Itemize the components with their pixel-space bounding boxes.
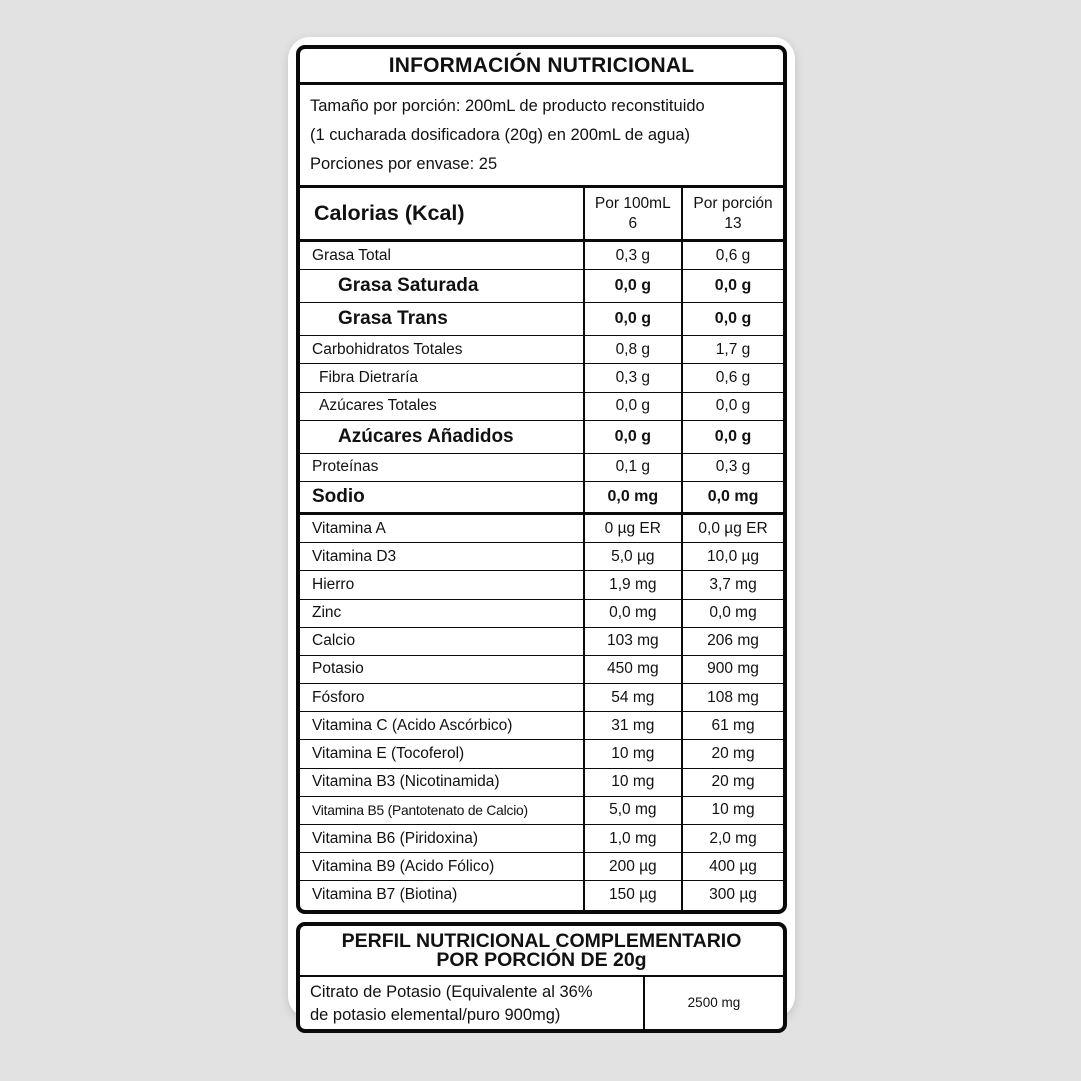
nutrient-per-portion: 10 mg <box>681 797 783 825</box>
nutrient-per-portion: 300 µg <box>681 881 783 909</box>
nutrient-name: Vitamina E (Tocoferol) <box>300 740 583 768</box>
nutrient-row <box>300 543 783 571</box>
supplementary-item-line2: de potasio elemental/puro 900mg) <box>310 1006 561 1025</box>
serving-size-line: Tamaño por porción: 200mL de producto reconstituido <box>310 97 705 115</box>
nutrient-row <box>300 712 783 740</box>
supplementary-item-name <box>300 977 643 1029</box>
nutrient-per-portion: 10,0 µg <box>681 543 783 571</box>
supplementary-title <box>300 926 783 977</box>
nutrient-per-100ml: 10 mg <box>583 769 682 797</box>
nutrient-per-100ml: 0 µg ER <box>583 515 682 543</box>
nutrient-per-100ml: 0,0 g <box>583 393 682 421</box>
nutrient-row <box>300 769 783 797</box>
nutrient-per-portion: 0,3 g <box>681 454 783 482</box>
nutrient-row <box>300 515 783 543</box>
nutrient-per-100ml: 0,3 g <box>583 242 682 270</box>
calories-per-100ml-value: 6 <box>628 214 638 232</box>
nutrient-row <box>300 336 783 364</box>
serving-info <box>300 85 783 188</box>
per-100ml-header-text: Por 100mL <box>594 194 671 212</box>
nutrient-name: Vitamina D3 <box>300 543 583 571</box>
supplementary-title-line1: PERFIL NUTRICIONAL COMPLEMENTARIO <box>341 929 742 952</box>
supplementary-item-line1: Citrato de Potasio (Equivalente al 36% <box>310 983 593 1002</box>
nutrient-per-100ml: 0,0 g <box>583 270 682 303</box>
nutrient-per-100ml: 5,0 µg <box>583 543 682 571</box>
nutrient-row <box>300 421 783 454</box>
nutrient-name: Sodio <box>300 482 583 515</box>
nutrient-per-portion: 206 mg <box>681 628 783 656</box>
per-100ml-column-header <box>583 188 682 239</box>
nutrient-name: Proteínas <box>300 454 583 482</box>
nutrient-per-100ml: 1,0 mg <box>583 825 682 853</box>
nutrient-per-100ml: 0,0 g <box>583 303 682 336</box>
nutrient-row <box>300 270 783 303</box>
nutrient-name: Vitamina B3 (Nicotinamida) <box>300 769 583 797</box>
nutrient-row <box>300 364 783 392</box>
nutrient-per-portion: 0,0 mg <box>681 600 783 628</box>
nutrient-row <box>300 740 783 768</box>
supplementary-title-line2: POR PORCIÓN DE 20g <box>436 948 647 971</box>
nutrient-per-100ml: 450 mg <box>583 656 682 684</box>
nutrient-row <box>300 684 783 712</box>
nutrient-row <box>300 825 783 853</box>
nutrient-row <box>300 454 783 482</box>
nutrient-per-100ml: 0,8 g <box>583 336 682 364</box>
nutrition-label-card <box>288 37 795 1025</box>
nutrient-per-100ml: 5,0 mg <box>583 797 682 825</box>
nutrient-per-portion: 0,0 µg ER <box>681 515 783 543</box>
calories-label: Calorias (Kcal) <box>314 201 465 225</box>
nutrient-name: Fósforo <box>300 684 583 712</box>
per-portion-column-header <box>681 188 783 239</box>
nutrient-row <box>300 628 783 656</box>
calories-per-portion-value: 13 <box>724 214 742 232</box>
nutrient-row <box>300 242 783 270</box>
nutrient-name: Vitamina B5 (Pantotenato de Calcio) <box>300 797 583 825</box>
serving-detail-line: (1 cucharada dosificadora (20g) en 200mL de agua) <box>310 126 691 144</box>
nutrient-name: Vitamina C (Acido Ascórbico) <box>300 712 583 740</box>
nutrient-name: Vitamina B7 (Biotina) <box>312 886 458 904</box>
nutrient-per-portion: 20 mg <box>681 769 783 797</box>
nutrient-per-portion: 0,0 g <box>681 421 783 454</box>
nutrient-per-100ml: 31 mg <box>583 712 682 740</box>
nutrient-per-portion: 108 mg <box>681 684 783 712</box>
nutrient-per-100ml: 0,3 g <box>583 364 682 392</box>
nutrient-row <box>300 881 783 909</box>
nutrient-name: Potasio <box>300 656 583 684</box>
nutrient-per-100ml: 0,1 g <box>583 454 682 482</box>
nutrient-per-100ml: 103 mg <box>583 628 682 656</box>
nutrient-name: Vitamina B6 (Piridoxina) <box>300 825 583 853</box>
nutrient-row <box>300 303 783 336</box>
per-portion-header-text: Por porción <box>693 194 773 212</box>
nutrient-row <box>300 393 783 421</box>
nutrition-facts-table <box>296 45 787 914</box>
nutrient-per-100ml: 150 µg <box>583 881 682 909</box>
nutrient-name: Zinc <box>300 600 583 628</box>
nutrient-name: Azúcares Totales <box>300 393 583 421</box>
nutrient-per-100ml: 1,9 mg <box>583 571 682 599</box>
calories-header-row <box>300 188 783 242</box>
nutrient-per-portion: 61 mg <box>681 712 783 740</box>
nutrient-per-portion: 0,0 mg <box>681 482 783 515</box>
nutrient-per-portion: 0,0 g <box>681 303 783 336</box>
supplementary-row <box>300 977 783 1029</box>
nutrient-per-portion: 0,0 g <box>681 270 783 303</box>
nutrient-per-100ml: 0,0 mg <box>583 600 682 628</box>
nutrient-per-portion: 900 mg <box>681 656 783 684</box>
nutrient-per-100ml: 200 µg <box>583 853 682 881</box>
label-title: INFORMACIÓN NUTRICIONAL <box>300 49 783 85</box>
nutrient-per-portion: 0,6 g <box>681 242 783 270</box>
nutrient-row <box>300 797 783 825</box>
nutrient-name: Grasa Total <box>300 242 583 270</box>
nutrient-rows <box>300 242 783 910</box>
nutrient-per-portion: 0,6 g <box>681 364 783 392</box>
nutrient-per-portion: 20 mg <box>681 740 783 768</box>
nutrient-name: Hierro <box>300 571 583 599</box>
nutrient-per-100ml: 10 mg <box>583 740 682 768</box>
nutrient-name: Grasa Trans <box>300 303 583 336</box>
supplementary-item-value: 2500 mg <box>643 977 783 1029</box>
nutrient-row <box>300 571 783 599</box>
nutrient-per-portion: 400 µg <box>681 853 783 881</box>
nutrient-name: Calcio <box>300 628 583 656</box>
nutrient-per-portion: 2,0 mg <box>681 825 783 853</box>
nutrient-per-100ml: 0,0 g <box>583 421 682 454</box>
nutrient-name: Carbohidratos Totales <box>300 336 583 364</box>
nutrient-row <box>300 853 783 881</box>
nutrient-name: Azúcares Añadidos <box>300 421 583 454</box>
supplementary-panel <box>296 922 787 1033</box>
nutrient-per-portion: 1,7 g <box>681 336 783 364</box>
servings-per-container-line: Porciones por envase: 25 <box>310 155 498 173</box>
nutrient-per-100ml: 0,0 mg <box>583 482 682 515</box>
nutrient-name: Fibra Dietraría <box>300 364 583 392</box>
nutrient-row <box>300 482 783 515</box>
nutrient-per-100ml: 54 mg <box>583 684 682 712</box>
nutrient-name: Vitamina A <box>300 515 583 543</box>
nutrient-per-portion: 0,0 g <box>681 393 783 421</box>
nutrient-per-portion: 3,7 mg <box>681 571 783 599</box>
nutrient-row <box>300 656 783 684</box>
nutrient-name: Grasa Saturada <box>300 270 583 303</box>
nutrient-name: Vitamina B9 (Acido Fólico) <box>300 853 583 881</box>
nutrient-row <box>300 600 783 628</box>
